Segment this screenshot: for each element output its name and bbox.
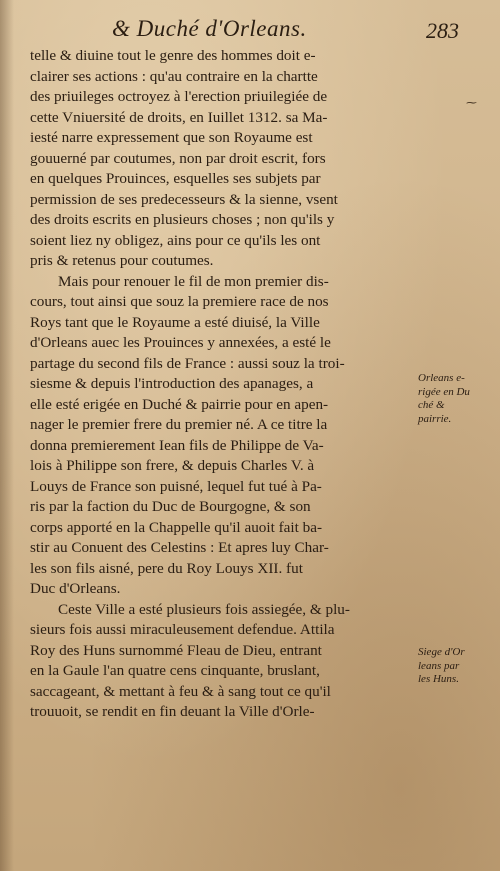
margin-note-line: les Huns. — [418, 673, 459, 685]
text-line: nager le premier frere du premier né. A ce titre la — [30, 416, 328, 433]
text-line: lois à Philippe son frere, & depuis Charles V. à — [30, 457, 315, 474]
margin-note-line: rigée en Du — [418, 385, 470, 398]
text-line: en quelques Prouinces, esquelles ses subjets par — [30, 170, 321, 187]
text-line: iesté narre expressement que son Royaume est — [30, 129, 313, 146]
page-number: 283 — [426, 18, 459, 43]
text-line: Roys tant que le Royaume a esté diuisé, la Ville — [30, 313, 320, 331]
text-line: elle esté erigée en Duché & pairrie pour en apen- — [30, 395, 329, 413]
margin-note-line: ché & — [418, 399, 445, 411]
running-head: & Duché d'Orleans. — [112, 16, 307, 41]
body-text — [30, 46, 416, 723]
text-line: permission de ses predecesseurs & la sienne, vsent — [30, 190, 338, 208]
text-line: des droits escrits en plusieurs choses ; non qu'ils y — [30, 211, 335, 228]
margin-note-siege — [418, 646, 498, 687]
text-line: Duc d'Orleans. — [30, 580, 121, 597]
text-line: gouuerné par coutumes, non par droit escrit, fors — [30, 149, 326, 167]
text-line: Ceste Ville a esté plusieurs fois assiegée, & plu- — [58, 600, 350, 618]
text-line: stir au Conuent des Celestins : Et apres luy Char- — [30, 539, 329, 556]
text-line: soient liez ny obligez, ains pour ce qu'ils les ont — [30, 231, 321, 249]
text-line: en la Gaule l'an quatre cens cinquante, bruslant, — [30, 662, 320, 679]
text-line: Roy des Huns surnommé Fleau de Dieu, entrant — [30, 641, 322, 659]
text-line: des priuileges octroyez à l'erection priuilegiée de — [30, 88, 328, 105]
text-line: cours, tout ainsi que souz la premiere race de nos — [30, 293, 329, 310]
text-line: corps apporté en la Chappelle qu'il auoit fait ba- — [30, 518, 323, 536]
text-line: partage du second fils de France : aussi souz la troi- — [30, 354, 345, 372]
page-header — [0, 14, 500, 46]
text-line: les son fils aisné, pere du Roy Louys XII. fut — [30, 559, 303, 577]
text-line: donna premierement Iean fils de Philippe de Va- — [30, 436, 324, 454]
margin-note-line: pairrie. — [418, 412, 452, 425]
margin-note-line: Orleans e- — [418, 372, 465, 384]
text-line: d'Orleans auec les Prouinces y annexées, a esté le — [30, 334, 331, 351]
margin-note-line: leans par — [418, 659, 460, 672]
margin-note-line: Siege d'Or — [418, 646, 465, 658]
text-line: ris par la faction du Duc de Bourgogne, & son — [30, 498, 311, 515]
text-line: Mais pour renouer le fil de mon premier dis- — [58, 272, 329, 290]
text-line: pris & retenus pour coutumes. — [30, 252, 214, 269]
page-edge-shadow — [0, 0, 14, 871]
text-line: Louys de France son puisné, lequel fut tué à Pa- — [30, 477, 322, 495]
text-line: clairer ses actions : qu'au contraire en la chartte — [30, 67, 318, 85]
text-line: trouuoit, se rendit en fin deuant la Ville d'Orle- — [30, 703, 315, 720]
margin-note-duche — [418, 372, 498, 426]
text-line: telle & diuine tout le genre des hommes doit e- — [30, 47, 316, 64]
text-line: sieurs fois aussi miraculeusement defendue. Attila — [30, 621, 335, 638]
text-line: siesme & depuis l'introduction des apanages, a — [30, 375, 314, 392]
text-line: cette Vniuersité de droits, en Iuillet 1312. sa Ma- — [30, 108, 328, 126]
margin-mark: ⁓ — [466, 96, 477, 109]
text-line: saccageant, & mettant à feu & à sang tout ce qu'il — [30, 682, 331, 700]
